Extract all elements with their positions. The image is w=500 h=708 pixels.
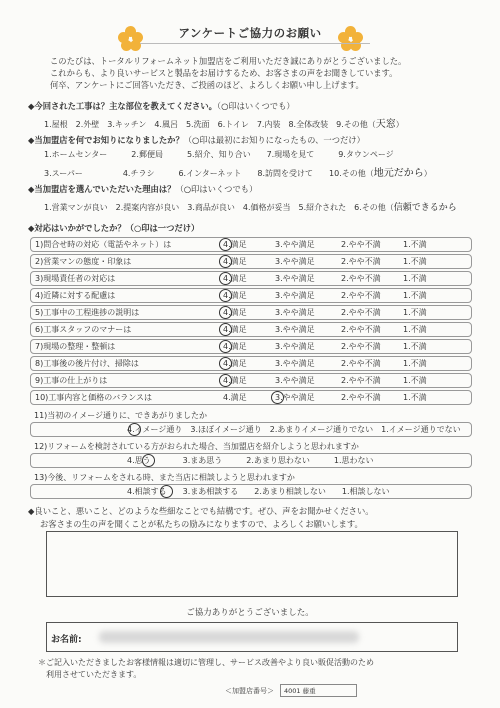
footer-line: 利用させていただきます。 [46, 670, 142, 679]
rating-label: 5)工事中の工程進捗の説明は [35, 308, 140, 317]
question-4 [28, 222, 199, 234]
comment-box[interactable] [46, 531, 458, 597]
rating-label: 6)工事スタッフのマナーは [35, 325, 132, 334]
question-11-option-list: 4.イメージ通り 3.ほぼイメージ通り 2.あまりイメージ通りでない 1.イメージ通りでない [127, 425, 461, 434]
rating-row[interactable] [30, 288, 472, 303]
option-4[interactable]: 4.満足 [223, 257, 247, 266]
option-3[interactable]: 3.やや満足 [275, 240, 315, 249]
selection-circle [219, 357, 232, 370]
option-1[interactable]: 1.不満 [403, 274, 427, 283]
question-3-hint: （○印はいくつでも） [175, 184, 258, 194]
question-12-options[interactable] [30, 453, 472, 468]
rating-label: 3)現場責任者の対応は [35, 274, 116, 283]
question-13-options[interactable] [30, 484, 472, 499]
page-title: アンケートご協力のお願い [178, 26, 322, 40]
option-1[interactable]: 1.不満 [403, 325, 427, 334]
question-5 [28, 505, 374, 517]
question-12-option-list: 4.思う 3.まあ思う 2.あまり思わない 1.思わない [127, 456, 374, 465]
question-11-label: 11)当初のイメージ通りに、できあがりましたか [34, 411, 208, 420]
question-4-hint: （○印は一つだけ） [125, 223, 200, 233]
question-5-sub: お客さまの生の声を聞くことが私たちの励みになりますので、よろしくお願いします。 [40, 519, 363, 529]
option-4[interactable]: 4.満足 [223, 376, 247, 385]
rating-row[interactable] [30, 271, 472, 286]
option-3[interactable]: 3.やや満足 [275, 291, 315, 300]
option-2[interactable]: 2.やや不満 [341, 376, 381, 385]
question-1-option-list: 1.屋根 2.外壁 3.キッチン 4.風呂 5.洗面 6.トイレ 7.内装 8.全体改装 9.その他（ [44, 120, 376, 129]
option-1[interactable]: 1.不満 [403, 257, 427, 266]
question-1-hint: （○印はいくつでも） [216, 101, 295, 111]
rating-label: 4)近隣に対する配慮は [35, 291, 116, 300]
footer-note [38, 657, 478, 681]
option-4[interactable]: 4.満足 [223, 291, 247, 300]
question-1-other-answer: 天窓 [375, 119, 396, 130]
option-2[interactable]: 2.やや不満 [341, 359, 381, 368]
question-2-options-line1[interactable]: 1.ホームセンター 2.郵便局 5.紹介、知り合い 7.現場を見て 9.タウンページ [44, 150, 394, 159]
rating-row[interactable] [30, 322, 472, 337]
bullet-icon: ◆ [28, 184, 35, 194]
option-1[interactable]: 1.不満 [403, 376, 427, 385]
option-3[interactable]: 3.やや満足 [275, 342, 315, 351]
question-5-label: 良いこと、悪いこと、どのような些細なことでも結構です。ぜひ、声をお聞かせください。 [34, 506, 374, 516]
option-2[interactable]: 2.やや不満 [341, 325, 381, 334]
rating-label: 9)工事の仕上がりは [35, 376, 108, 385]
option-4[interactable]: 4.満足 [223, 308, 247, 317]
footer-line: ＊ご記入いただきましたお客様情報は適切に管理し、サービス改善やより良い販促活動のため [38, 658, 374, 667]
question-4-label: 対応はいかがでしたか？ [34, 223, 126, 233]
bullet-icon: ◆ [28, 135, 35, 145]
selection-circle [219, 340, 232, 353]
selection-circle [160, 485, 173, 498]
option-4[interactable]: 4.満足 [223, 342, 247, 351]
rating-row[interactable] [30, 356, 472, 371]
option-4[interactable]: 4.満足 [223, 393, 247, 402]
option-2[interactable]: 2.やや不満 [341, 308, 381, 317]
selection-circle [219, 374, 232, 387]
question-3-label: 当加盟店を選んでいただいた理由は？ [34, 184, 176, 194]
option-3[interactable]: 3.やや満足 [275, 376, 315, 385]
intro-line: これからも、より良いサービスと製品をお届けするため、お客さまの声をお聞きしています。 [50, 68, 398, 78]
option-4[interactable]: 4.満足 [223, 325, 247, 334]
question-3-other-answer: 信頼できるから [393, 203, 457, 213]
question-2-options-line2[interactable]: 3.スーパー 4.チラシ 6.インターネット 8.訪問を受けて 10.その他（地元だから） [44, 168, 432, 179]
option-1[interactable]: 1.不満 [403, 393, 427, 402]
store-code-box [280, 684, 357, 697]
selection-circle [219, 255, 232, 268]
question-13-option-list: 4.相談する 3.まあ相談する 2.あまり相談しない 1.相談しない [127, 487, 390, 496]
selection-circle [219, 272, 232, 285]
option-2[interactable]: 2.やや不満 [341, 274, 381, 283]
selection-circle [219, 306, 232, 319]
intro-line: 何卒、アンケートにご回答いただき、ご投函のほど、よろしくお願い申し上げます。 [50, 80, 364, 90]
selection-circle [219, 238, 232, 251]
option-4[interactable]: 4.満足 [223, 274, 247, 283]
option-4[interactable]: 4.満足 [223, 359, 247, 368]
bullet-icon: ◆ [28, 223, 35, 233]
option-2[interactable]: 2.やや不満 [341, 393, 381, 402]
option-3[interactable]: 3.やや満足 [275, 325, 315, 334]
option-1[interactable]: 1.不満 [403, 291, 427, 300]
name-field[interactable] [46, 622, 458, 652]
thanks-text: ご協力ありがとうございました。 [186, 608, 314, 618]
question-3 [28, 183, 257, 195]
option-4[interactable]: 4.満足 [223, 240, 247, 249]
question-1-label: 今回された工事は？主な部位を教えてください。 [34, 101, 217, 111]
option-1[interactable]: 1.不満 [403, 359, 427, 368]
rating-row[interactable] [30, 237, 472, 252]
option-2[interactable]: 2.やや不満 [341, 240, 381, 249]
rating-label: 2)営業マンの態度・印象は [35, 257, 132, 266]
question-12-label: 12)リフォームを検討されている方がおられた場合、当加盟店を紹介しようと思われますか [34, 442, 359, 451]
question-2 [28, 134, 365, 146]
rating-row[interactable] [30, 305, 472, 320]
option-1[interactable]: 1.不満 [403, 308, 427, 317]
question-11-options[interactable] [30, 422, 472, 437]
store-code-value: 4001 藤重 [284, 687, 316, 695]
bullet-icon: ◆ [28, 506, 35, 516]
selection-circle [219, 323, 232, 336]
option-3[interactable]: 3.やや満足 [275, 393, 315, 402]
question-3-option-list: 1.営業マンが良い 2.提案内容が良い 3.商品が良い 4.価格が妥当 5.紹介された 6.その他（ [44, 203, 394, 212]
question-1 [28, 100, 295, 112]
option-3[interactable]: 3.やや満足 [275, 359, 315, 368]
intro-line: このたびは、トータルリフォームネット加盟店をご利用いただき誠にありがとうございました。 [50, 56, 407, 66]
rating-label: 10)工事内容と価格のバランスは [35, 393, 153, 402]
option-3[interactable]: 3.やや満足 [275, 274, 315, 283]
option-1[interactable]: 1.不満 [403, 240, 427, 249]
intro-text [50, 55, 480, 91]
question-1-options[interactable]: 1.屋根 2.外壁 3.キッチン 4.風呂 5.洗面 6.トイレ 7.内装 8.全体改装 9.その他（天窓） [44, 119, 404, 130]
option-3[interactable]: 3.やや満足 [275, 308, 315, 317]
question-2-label: 当加盟店を何でお知りになりましたか？ [34, 135, 184, 145]
option-2[interactable]: 2.やや不満 [341, 342, 381, 351]
rating-label: 1)問合せ時の対応（電話やネット）は [35, 240, 172, 249]
rating-label: 7)現場の整理・整頓は [35, 342, 116, 351]
option-2[interactable]: 2.やや不満 [341, 291, 381, 300]
question-2-option-list: 3.スーパー 4.チラシ 6.インターネット 8.訪問を受けて 10.その他（ [44, 169, 374, 178]
selection-circle [271, 391, 284, 404]
rating-row[interactable] [30, 373, 472, 388]
selection-circle [142, 454, 155, 467]
question-2-hint: （○印は最初にお知りになったもの、一つだけ） [183, 135, 365, 145]
rating-row[interactable] [30, 390, 472, 405]
bullet-icon: ◆ [28, 101, 35, 111]
rating-row[interactable] [30, 339, 472, 354]
redacted-name [99, 631, 359, 643]
option-3[interactable]: 3.やや満足 [275, 257, 315, 266]
question-2-other-answer: 地元だから [373, 168, 424, 179]
option-1[interactable]: 1.不満 [403, 342, 427, 351]
store-code-label: ＜加盟店番号＞ [225, 687, 274, 695]
selection-circle [219, 289, 232, 302]
rating-row[interactable] [30, 254, 472, 269]
question-3-options[interactable] [44, 200, 457, 213]
name-label: お名前: [51, 635, 82, 645]
selection-circle [128, 423, 141, 436]
rating-label: 8)工事後の後片付け、掃除は [35, 359, 139, 368]
question-13-label: 13)今後、リフォームをされる時、また当店に相談しようと思われますか [34, 473, 295, 482]
title-underline [140, 43, 370, 44]
option-2[interactable]: 2.やや不満 [341, 257, 381, 266]
